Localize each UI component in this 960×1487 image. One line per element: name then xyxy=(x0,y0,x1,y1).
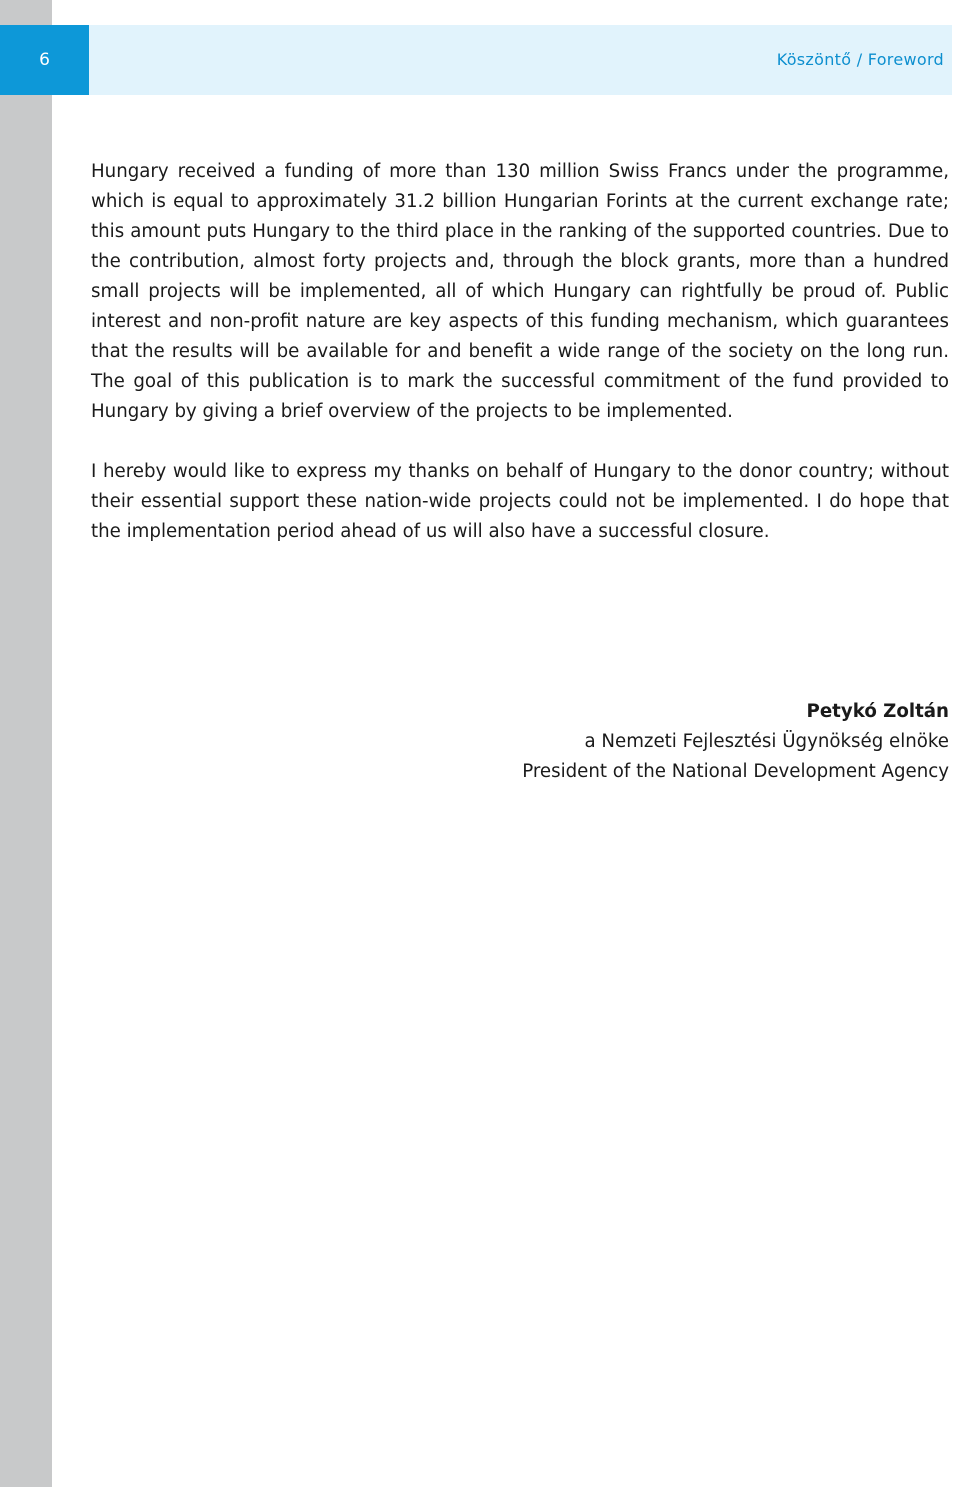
foreword-body xyxy=(91,157,949,547)
page-number: 6 xyxy=(0,25,89,95)
page-header xyxy=(0,25,952,95)
signature-block xyxy=(522,697,949,787)
paragraph-thanks: I hereby would like to express my thanks on behalf of Hungary to the donor country; without their essential support these nation-wide projects could not be implemented. I do hope that the implementation period ahead of us will also have a successful closure. xyxy=(91,461,949,542)
signatory-name: Petykó Zoltán xyxy=(806,701,949,722)
section-title: Köszöntő / Foreword xyxy=(776,50,944,69)
side-strip xyxy=(0,0,52,1487)
signatory-title-hungarian: a Nemzeti Fejlesztési Ügynökség elnöke xyxy=(584,731,949,752)
signatory-title-english: President of the National Development Agency xyxy=(522,761,949,782)
paragraph-funding: Hungary received a funding of more than 130 million Swiss Francs under the programme, which is equal to approximately 31.2 billion Hungarian Forints at the current exchange rate; this amount puts Hungary to the third place in the ranking of the supported countries. Due to the contribution, almost forty projects and, through the block grants, more than a hundred small projects will be implemented, all of which Hungary can rightfully be proud of. Public interest and non-profit nature are key aspects of this funding mechanism, which guarantees that the results will be available for and benefit a wide range of the society on the long run. The goal of this publication is to mark the successful commitment of the fund provided to Hungary by giving a brief overview of the projects to be implemented. xyxy=(91,161,949,422)
